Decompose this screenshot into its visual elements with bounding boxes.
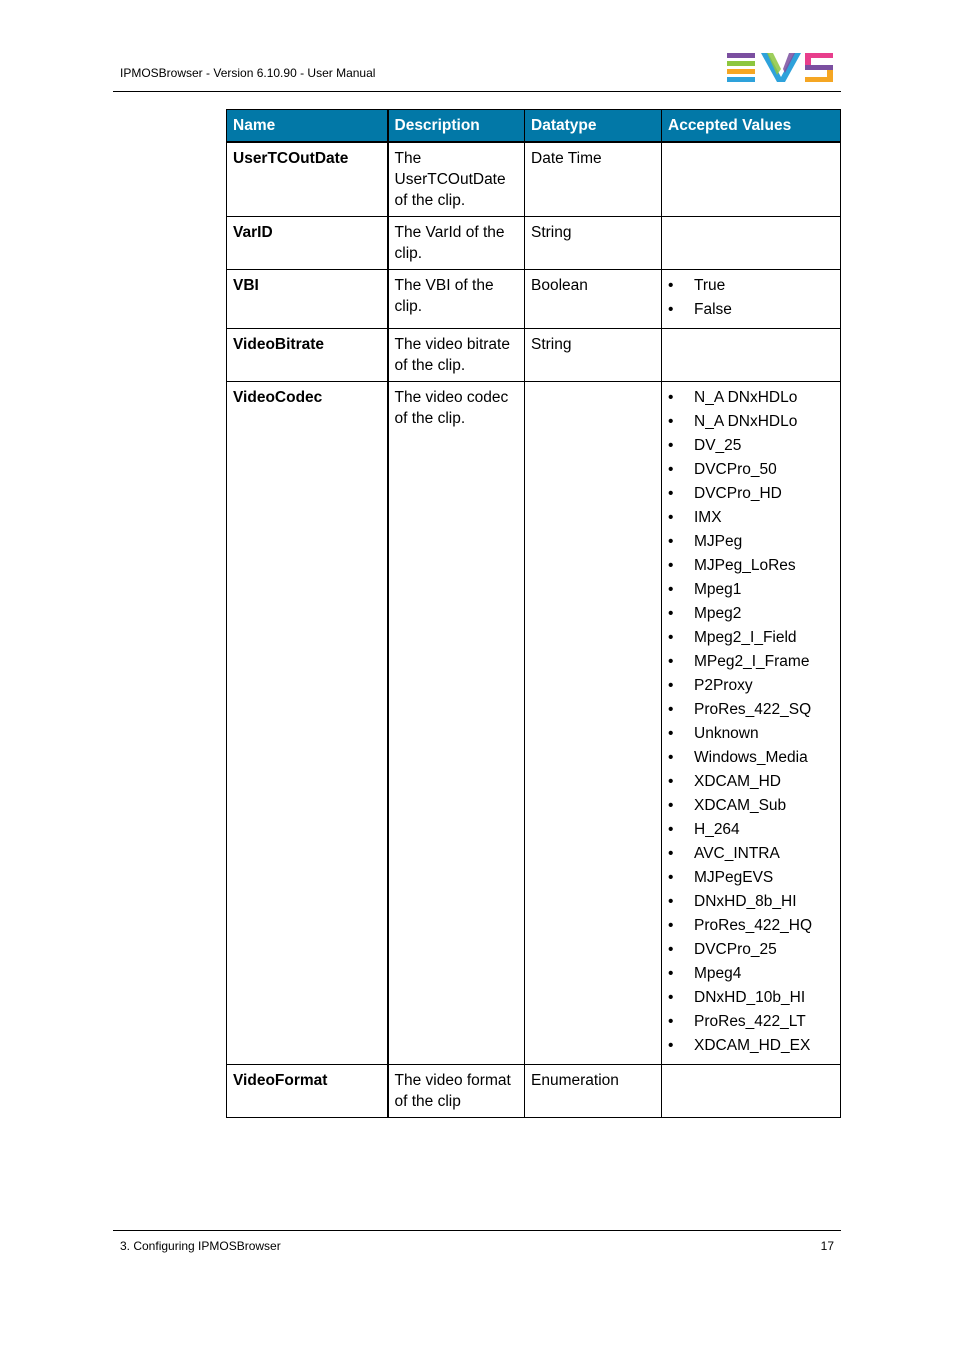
list-item: • XDCAM_Sub: [668, 795, 834, 819]
accepted-values-list: [668, 387, 834, 1059]
field-accepted-values: [662, 329, 841, 382]
list-item: • Mpeg2: [668, 603, 834, 627]
field-description: The VarId of the clip.: [388, 217, 525, 270]
table-row: [227, 270, 841, 329]
list-item: • DVCPro_50: [668, 459, 834, 483]
list-item: • DNxHD_10b_HI: [668, 987, 834, 1011]
field-accepted-values: [662, 382, 841, 1065]
field-datatype: Enumeration: [525, 1065, 662, 1118]
fields-table: [226, 109, 841, 1118]
field-datatype: Date Time: [525, 142, 662, 217]
field-datatype: String: [525, 217, 662, 270]
field-accepted-values: [662, 1065, 841, 1118]
list-item: • ProRes_422_SQ: [668, 699, 834, 723]
field-accepted-values: [662, 217, 841, 270]
list-item: • MJPeg_LoRes: [668, 555, 834, 579]
list-item: • MPeg2_I_Frame: [668, 651, 834, 675]
table-row: [227, 142, 841, 217]
field-name: VBI: [227, 270, 388, 329]
list-item: • DNxHD_8b_HI: [668, 891, 834, 915]
table-row: [227, 329, 841, 382]
list-item: • DVCPro_HD: [668, 483, 834, 507]
field-description: The video format of the clip: [388, 1065, 525, 1118]
column-header-description: Description: [388, 110, 525, 143]
field-accepted-values: [662, 270, 841, 329]
list-item: • False: [668, 299, 834, 323]
field-datatype: String: [525, 329, 662, 382]
list-item: • XDCAM_HD: [668, 771, 834, 795]
list-item: • DVCPro_25: [668, 939, 834, 963]
table-row: [227, 1065, 841, 1118]
field-description: The VBI of the clip.: [388, 270, 525, 329]
table-row: [227, 217, 841, 270]
page-header: [113, 0, 841, 92]
column-header-accepted-values: Accepted Values: [662, 110, 841, 143]
page-number: 17: [820, 1239, 834, 1253]
list-item: • True: [668, 275, 834, 299]
field-description: The video codec of the clip.: [388, 382, 525, 1065]
table-row: [227, 382, 841, 1065]
footer-section: 3. Configuring IPMOSBrowser: [120, 1239, 281, 1253]
field-datatype: Boolean: [525, 270, 662, 329]
list-item: • Windows_Media: [668, 747, 834, 771]
list-item: • P2Proxy: [668, 675, 834, 699]
table-header-row: [227, 110, 841, 143]
list-item: • N_A DNxHDLo: [668, 411, 834, 435]
accepted-values-list: [668, 275, 834, 323]
list-item: • MJPeg: [668, 531, 834, 555]
field-name: UserTCOutDate: [227, 142, 388, 217]
list-item: • Mpeg1: [668, 579, 834, 603]
list-item: • MJPegEVS: [668, 867, 834, 891]
page-footer: [113, 1230, 841, 1253]
field-name: VideoCodec: [227, 382, 388, 1065]
field-datatype: [525, 382, 662, 1065]
list-item: • N_A DNxHDLo: [668, 387, 834, 411]
column-header-name: Name: [227, 110, 388, 143]
list-item: • ProRes_422_LT: [668, 1011, 834, 1035]
list-item: • Mpeg4: [668, 963, 834, 987]
manual-title: IPMOSBrowser - Version 6.10.90 - User Manual: [120, 66, 376, 80]
evs-logo: [727, 53, 835, 82]
field-name: VarID: [227, 217, 388, 270]
list-item: • XDCAM_HD_EX: [668, 1035, 834, 1059]
field-name: VideoFormat: [227, 1065, 388, 1118]
list-item: • AVC_INTRA: [668, 843, 834, 867]
field-accepted-values: [662, 142, 841, 217]
field-description: The video bitrate of the clip.: [388, 329, 525, 382]
column-header-datatype: Datatype: [525, 110, 662, 143]
list-item: • H_264: [668, 819, 834, 843]
list-item: • Mpeg2_I_Field: [668, 627, 834, 651]
field-name: VideoBitrate: [227, 329, 388, 382]
list-item: • ProRes_422_HQ: [668, 915, 834, 939]
list-item: • IMX: [668, 507, 834, 531]
list-item: • DV_25: [668, 435, 834, 459]
list-item: • Unknown: [668, 723, 834, 747]
field-description: The UserTCOutDate of the clip.: [388, 142, 525, 217]
